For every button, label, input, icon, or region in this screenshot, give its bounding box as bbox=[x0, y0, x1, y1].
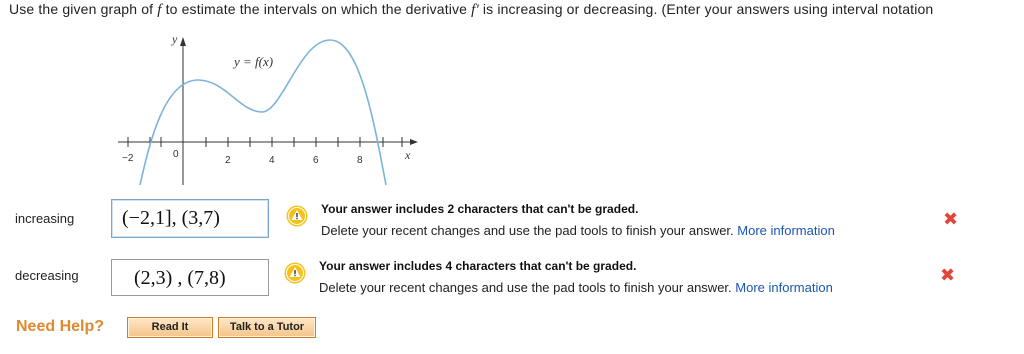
function-graph bbox=[110, 28, 420, 188]
warning-text: Delete your recent changes and use the pad tools to finish your answer. bbox=[319, 280, 732, 295]
warning-icon bbox=[286, 205, 308, 227]
x-tick-label: −2 bbox=[122, 153, 134, 164]
incorrect-icon: ✖ bbox=[943, 209, 959, 230]
x-tick-label: 4 bbox=[269, 155, 275, 166]
question-part-3: is increasing or decreasing. (Enter your answers using interval notation bbox=[478, 1, 934, 17]
x-axis-label: x bbox=[405, 148, 411, 162]
talk-to-tutor-button[interactable]: Talk to a Tutor bbox=[218, 317, 316, 338]
warning-body bbox=[319, 280, 833, 295]
question-part-2: to estimate the intervals on which the derivative bbox=[161, 1, 472, 17]
function-symbol: f bbox=[157, 2, 162, 18]
warning-text: Delete your recent changes and use the pad tools to finish your answer. bbox=[321, 223, 734, 238]
incorrect-icon: ✖ bbox=[940, 265, 956, 286]
increasing-label: increasing bbox=[15, 211, 75, 226]
warning-body bbox=[321, 223, 835, 238]
x-tick-label: 8 bbox=[357, 155, 363, 166]
question-part-1: Use the given graph of bbox=[9, 1, 158, 17]
question-text bbox=[9, 1, 933, 19]
decreasing-label: decreasing bbox=[15, 268, 79, 283]
x-tick-label: 2 bbox=[225, 155, 231, 166]
x-axis-arrow bbox=[410, 139, 418, 145]
warning-title: Your answer includes 4 characters that can't be graded. bbox=[319, 259, 637, 273]
warning-icon bbox=[284, 262, 306, 284]
more-information-link[interactable]: More information bbox=[737, 223, 835, 238]
need-help-label: Need Help? bbox=[16, 318, 105, 335]
origin-label: 0 bbox=[173, 149, 179, 160]
y-axis-label: y bbox=[172, 32, 178, 46]
curve-label: y = f(x) bbox=[234, 54, 274, 69]
derivative-symbol: f' bbox=[471, 2, 479, 18]
x-tick-label: 6 bbox=[313, 155, 319, 166]
read-it-button[interactable]: Read It bbox=[127, 317, 213, 338]
warning-title: Your answer includes 2 characters that can't be graded. bbox=[321, 202, 639, 216]
increasing-answer-field[interactable]: (−2,1], (3,7) bbox=[111, 199, 269, 238]
more-information-link[interactable]: More information bbox=[735, 280, 833, 295]
decreasing-answer-field[interactable]: (2,3) , (7,8) bbox=[111, 259, 269, 296]
y-axis-arrow bbox=[180, 37, 186, 46]
